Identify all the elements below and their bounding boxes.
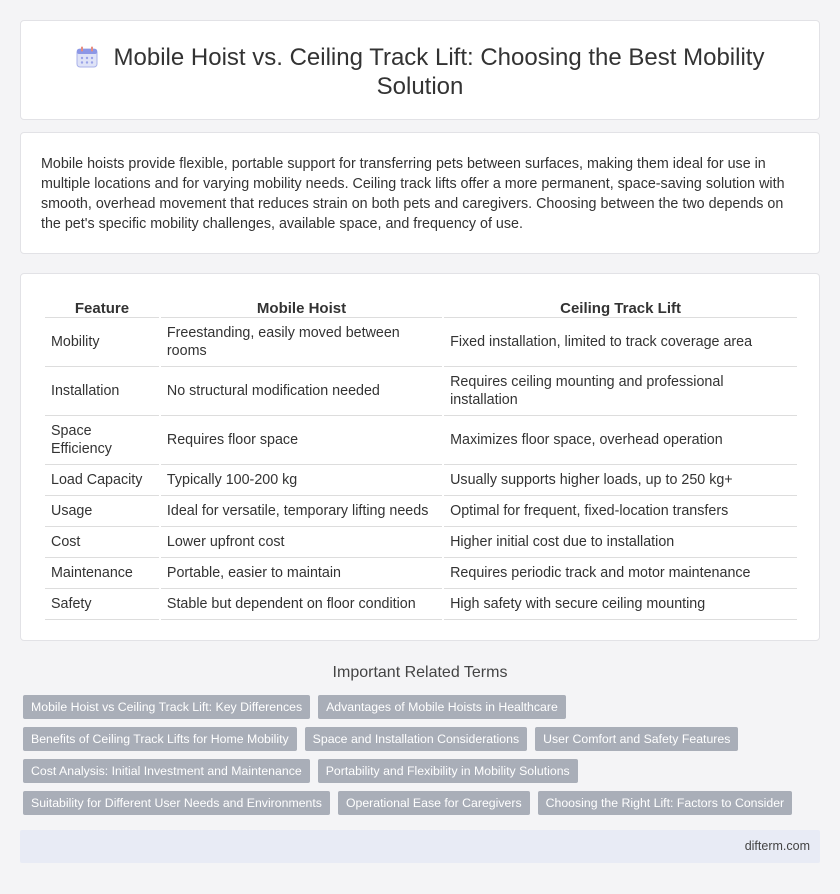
table-cell: Usage <box>45 496 159 527</box>
intro-paragraph: Mobile hoists provide flexible, portable support for transferring pets between surfaces, making them ideal for use in multiple locations and for varying mobility needs. Ceiling track lifts offer a more permanent, space-saving solution with smooth, overhead movement that reduces strain on both pets and caregivers. Choosing between the two depends on the pet's specific mobility challenges, available space, and frequency of use. <box>41 156 785 232</box>
calendar-icon <box>76 46 98 68</box>
table-cell: Maximizes floor space, overhead operation <box>444 416 797 465</box>
table-cell: Freestanding, easily moved between rooms <box>161 318 442 367</box>
table-cell: Typically 100-200 kg <box>161 465 442 496</box>
header-mobile-hoist: Mobile Hoist <box>161 296 442 318</box>
related-terms-title: Important Related Terms <box>332 664 508 681</box>
table-cell: Requires periodic track and motor maintenance <box>444 558 797 589</box>
table-row <box>45 318 797 367</box>
intro-card <box>20 132 820 254</box>
related-term-tag[interactable]: Mobile Hoist vs Ceiling Track Lift: Key Differences <box>23 695 310 719</box>
table-cell: Stable but dependent on floor condition <box>161 589 442 620</box>
related-term-tag[interactable]: Portability and Flexibility in Mobility Solutions <box>318 759 578 783</box>
related-term-tag[interactable]: Benefits of Ceiling Track Lifts for Home Mobility <box>23 727 297 751</box>
page-title: Mobile Hoist vs. Ceiling Track Lift: Choosing the Best Mobility Solution <box>113 44 765 100</box>
related-term-tag[interactable]: Space and Installation Considerations <box>305 727 527 751</box>
table-row <box>45 496 797 527</box>
table-row <box>45 465 797 496</box>
table-row <box>45 589 797 620</box>
table-cell: Safety <box>45 589 159 620</box>
comparison-table-card <box>20 273 820 641</box>
table-row <box>45 527 797 558</box>
related-term-tag[interactable]: Suitability for Different User Needs and Environments <box>23 791 330 815</box>
page-title-wrap <box>21 43 819 101</box>
table-cell: Optimal for frequent, fixed-location transfers <box>444 496 797 527</box>
table-header-row <box>45 296 797 318</box>
related-term-tag[interactable]: Advantages of Mobile Hoists in Healthcare <box>318 695 566 719</box>
table-cell: Mobility <box>45 318 159 367</box>
related-term-tag[interactable]: User Comfort and Safety Features <box>535 727 738 751</box>
table-cell: Fixed installation, limited to track coverage area <box>444 318 797 367</box>
header-feature: Feature <box>45 296 159 318</box>
table-cell: Load Capacity <box>45 465 159 496</box>
footer-site-link[interactable]: difterm.com <box>744 839 810 853</box>
related-term-tag[interactable]: Cost Analysis: Initial Investment and Maintenance <box>23 759 310 783</box>
table-row <box>45 367 797 416</box>
table-row <box>45 416 797 465</box>
tag-row <box>23 727 823 751</box>
table-cell: Installation <box>45 367 159 416</box>
tag-row <box>23 695 823 719</box>
related-term-tag[interactable]: Choosing the Right Lift: Factors to Consider <box>538 791 793 815</box>
comparison-table <box>43 296 799 620</box>
footer <box>20 830 820 863</box>
table-cell: Higher initial cost due to installation <box>444 527 797 558</box>
table-cell: No structural modification needed <box>161 367 442 416</box>
table-cell: Requires floor space <box>161 416 442 465</box>
tag-row <box>23 791 823 815</box>
tag-row <box>23 759 823 783</box>
table-cell: High safety with secure ceiling mounting <box>444 589 797 620</box>
header-ceiling-track-lift: Ceiling Track Lift <box>444 296 797 318</box>
table-cell: Requires ceiling mounting and professional installation <box>444 367 797 416</box>
table-cell: Maintenance <box>45 558 159 589</box>
related-terms-list <box>23 695 823 823</box>
table-cell: Portable, easier to maintain <box>161 558 442 589</box>
table-cell: Ideal for versatile, temporary lifting needs <box>161 496 442 527</box>
table-cell: Lower upfront cost <box>161 527 442 558</box>
related-term-tag[interactable]: Operational Ease for Caregivers <box>338 791 530 815</box>
table-cell: Space Efficiency <box>45 416 159 465</box>
title-card <box>20 20 820 120</box>
table-cell: Usually supports higher loads, up to 250 kg+ <box>444 465 797 496</box>
table-row <box>45 558 797 589</box>
table-cell: Cost <box>45 527 159 558</box>
